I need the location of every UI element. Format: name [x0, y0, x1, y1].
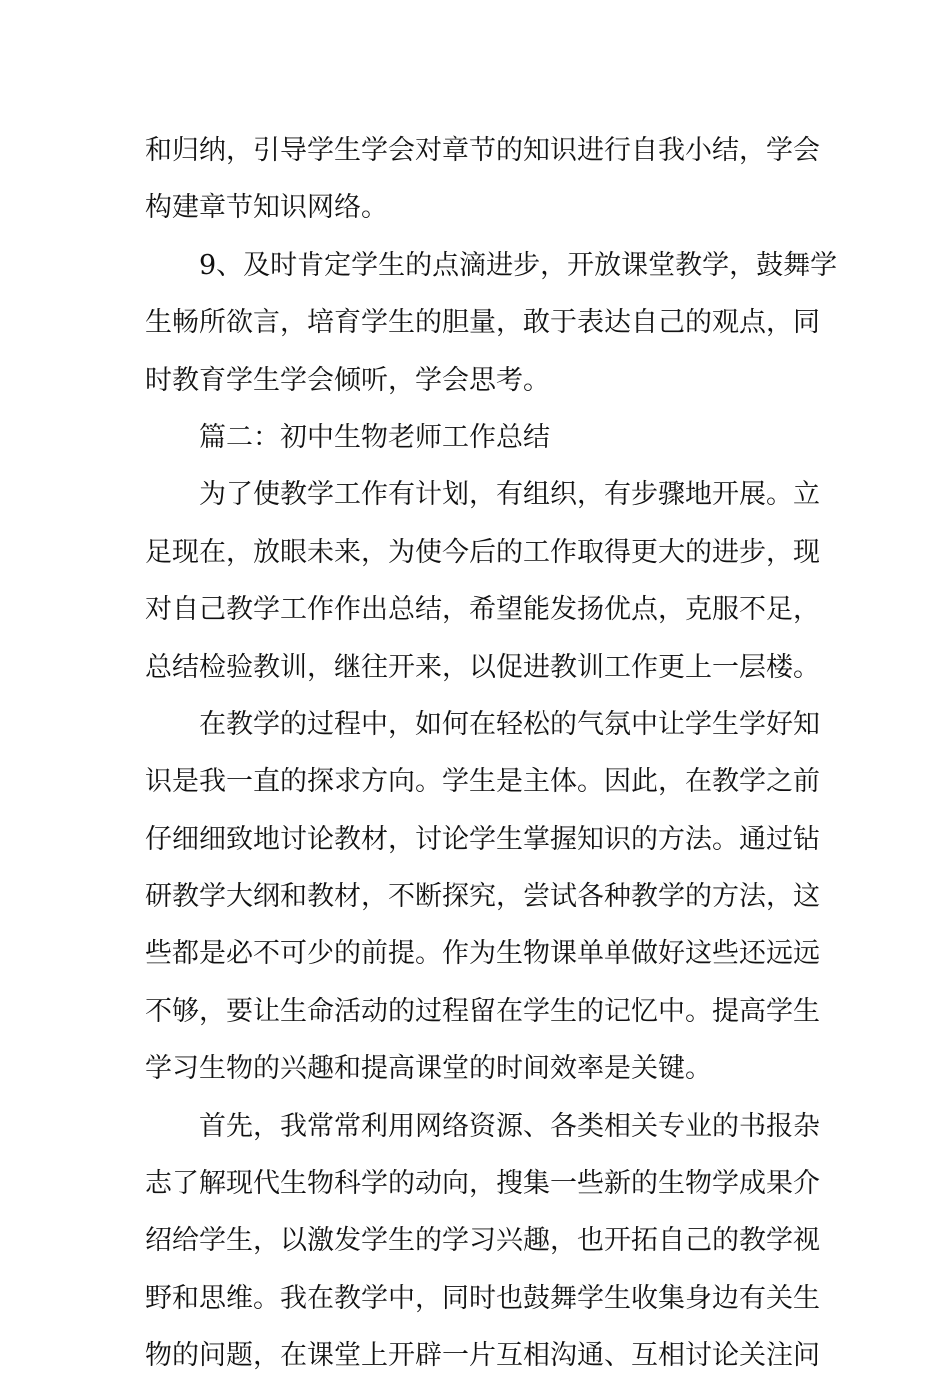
- text-line: 足现在，放眼未来，为使今后的工作取得更大的进步，现: [145, 536, 820, 568]
- text-line: 研教学大纲和教材，不断探究，尝试各种教学的方法，这: [145, 881, 820, 913]
- text-line: 学习生物的兴趣和提高课堂的时间效率是关键。: [145, 1053, 712, 1085]
- text-line: 生畅所欲言，培育学生的胆量，敢于表达自己的观点，同: [145, 307, 820, 339]
- section-heading: 篇二：初中生物老师工作总结: [199, 421, 550, 453]
- text-line: 野和思维。我在教学中，同时也鼓舞学生收集身边有关生: [145, 1282, 820, 1314]
- text-line: 为了使教学工作有计划，有组织，有步骤地开展。立: [199, 479, 820, 511]
- text-line: 和归纳，引导学生学会对章节的知识进行自我小结，学会: [145, 135, 820, 166]
- text-line: 时教育学生学会倾听，学会思考。: [145, 364, 550, 396]
- text-line: 不够，要让生命活动的过程留在学生的记忆中。提高学生: [145, 995, 820, 1027]
- text-line: 物的问题，在课堂上开辟一片互相沟通、互相讨论关注问: [145, 1340, 820, 1372]
- text-line: 首先，我常常利用网络资源、各类相关专业的书报杂: [199, 1110, 820, 1142]
- text-line: 仔细细致地讨论教材，讨论学生掌握知识的方法。通过钻: [145, 823, 820, 855]
- text-line: 构建章节知识网络。: [145, 192, 388, 224]
- text-line: 志了解现代生物科学的动向，搜集一些新的生物学成果介: [145, 1168, 820, 1200]
- text-line: 些都是必不可少的前提。作为生物课单单做好这些还远远: [145, 938, 820, 970]
- text-line: 9、及时肯定学生的点滴进步，开放课堂教学，鼓舞学: [199, 249, 838, 281]
- text-line: 识是我一直的探求方向。学生是主体。因此，在教学之前: [145, 766, 820, 798]
- document-body: [145, 122, 838, 1385]
- text-line: 绍给学生，以激发学生的学习兴趣，也开拓自己的教学视: [145, 1225, 820, 1257]
- text-line: 对自己教学工作作出总结，希望能发扬优点，克服不足，: [145, 594, 820, 626]
- text-line: 在教学的过程中，如何在轻松的气氛中让学生学好知: [199, 708, 820, 740]
- text-line: 总结检验教训，继往开来，以促进教训工作更上一层楼。: [145, 651, 820, 683]
